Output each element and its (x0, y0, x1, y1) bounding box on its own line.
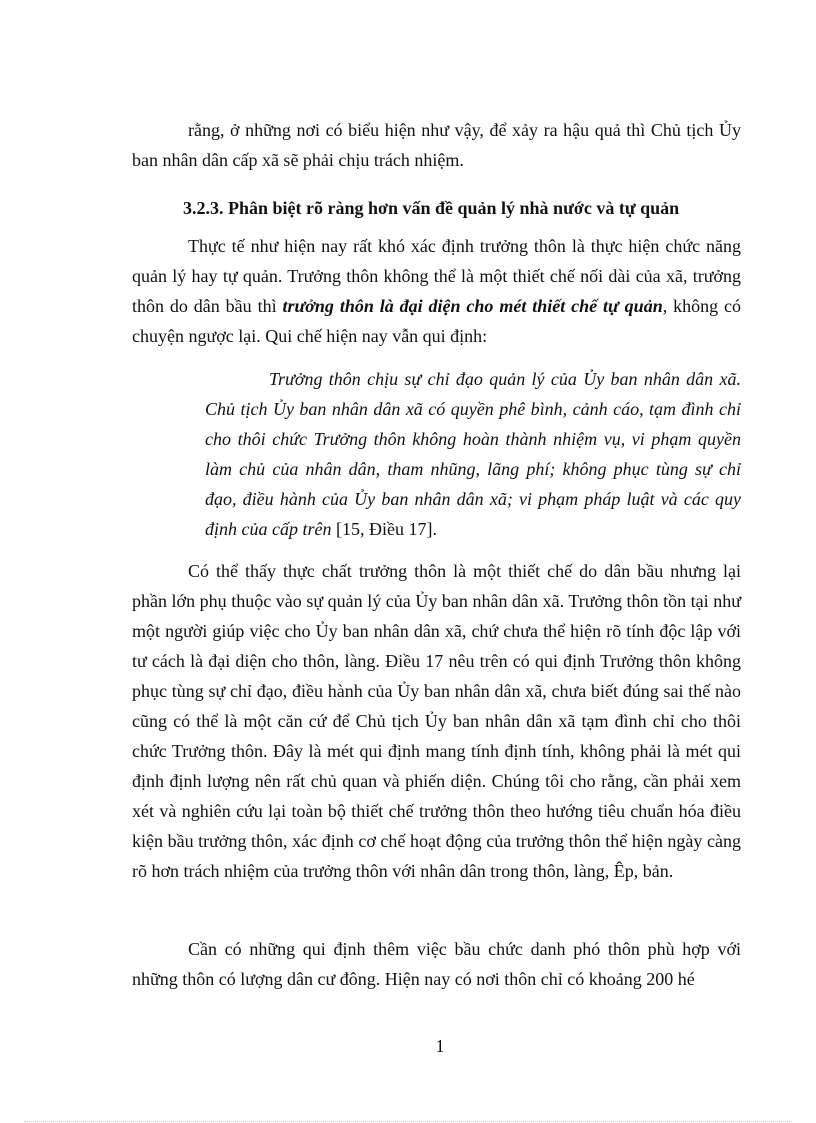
paragraph-deputy (132, 934, 741, 994)
page-bottom-divider (24, 1121, 792, 1122)
paragraph-reality (132, 231, 741, 351)
page-number: 1 (435, 1036, 445, 1056)
quote-citation: [15, Điều 17]. (331, 519, 437, 539)
paragraph-reality-tail: , không có chuyện ngược lại. Qui chế hiện nay vẫn qui định: (132, 296, 742, 346)
paragraph-deputy-text: Cần có những qui định thêm việc bầu chức danh phó thôn phù hợp với những thôn có lượng dân cư đông. Hiện nay có nơi thôn chỉ có khoảng 200 hé (132, 939, 741, 989)
quote-text: Trưởng thôn chịu sự chỉ đạo quản lý của Ủy ban nhân dân xã. Chủ tịch Ủy ban nhân dân xã có quyền phê bình, cảnh cáo, tạm đình chỉ cho thôi chức Trưởng thôn không hoàn thành nhiệm vụ, vi phạm quyền làm chủ của nhân dân, tham nhũng, lãng phí; không phục tùng sự chỉ đạo, điều hành của Ủy ban nhân dân xã; vi phạm pháp luật và các quy định của cấp trên (205, 369, 741, 539)
paragraph-analysis-text: Có thể thấy thực chất trưởng thôn là một thiết chế do dân bầu nhưng lại phần lớn phụ thuộc vào sự quản lý của Ủy ban nhân dân xã. Trưởng thôn tồn tại như một người giúp việc cho Ủy ban nhân dân xã, chứ chưa thể hiện rõ tính độc lập với tư cách là đại diện cho thôn, làng. Điều 17 nêu trên có qui định Trưởng thôn không phục tùng sự chỉ đạo, điều hành của Ủy ban nhân dân xã, chưa biết đúng sai thế nào cũng có thể là một căn cứ để Chủ tịch Ủy ban nhân dân xã tạm đình chỉ cho thôi chức Trưởng thôn. Đây là mét qui định mang tính định tính, không phải là mét qui định định lượng nên rất chủ quan và phiến diện. Chúng tôi cho rằng, cần phải xem xét và nghiên cứu lại toàn bộ thiết chế trưởng thôn theo hướng tiêu chuẩn hóa điều kiện bầu trưởng thôn, xác định cơ chế hoạt động của trưởng thôn thể hiện ngày càng rõ hơn trách nhiệm của trưởng thôn với nhân dân trong thôn, làng, Êp, bản. (132, 561, 741, 881)
section-heading: 3.2.3. Phân biệt rõ ràng hơn vấn đề quản lý nhà nước và tự quản (183, 198, 680, 218)
emphasis-self-governance: trưởng thôn là đại diện cho mét thiết chế tự quản (282, 296, 663, 316)
paragraph-intro-text: rằng, ở những nơi có biểu hiện như vậy, để xảy ra hậu quả thì Chủ tịch Ủy ban nhân dân cấp xã sẽ phải chịu trách nhiệm. (132, 120, 741, 170)
paragraph-reality-text: Thực tế như hiện nay rất khó xác định trưởng thôn là thực hiện chức năng quản lý hay tự quản. Trưởng thôn không thể là một thiết chế nối dài của xã, trưởng thôn do dân bầu thì (132, 236, 741, 316)
block-quote (205, 364, 741, 544)
paragraph-analysis (132, 556, 741, 886)
paragraph-intro (132, 115, 741, 175)
